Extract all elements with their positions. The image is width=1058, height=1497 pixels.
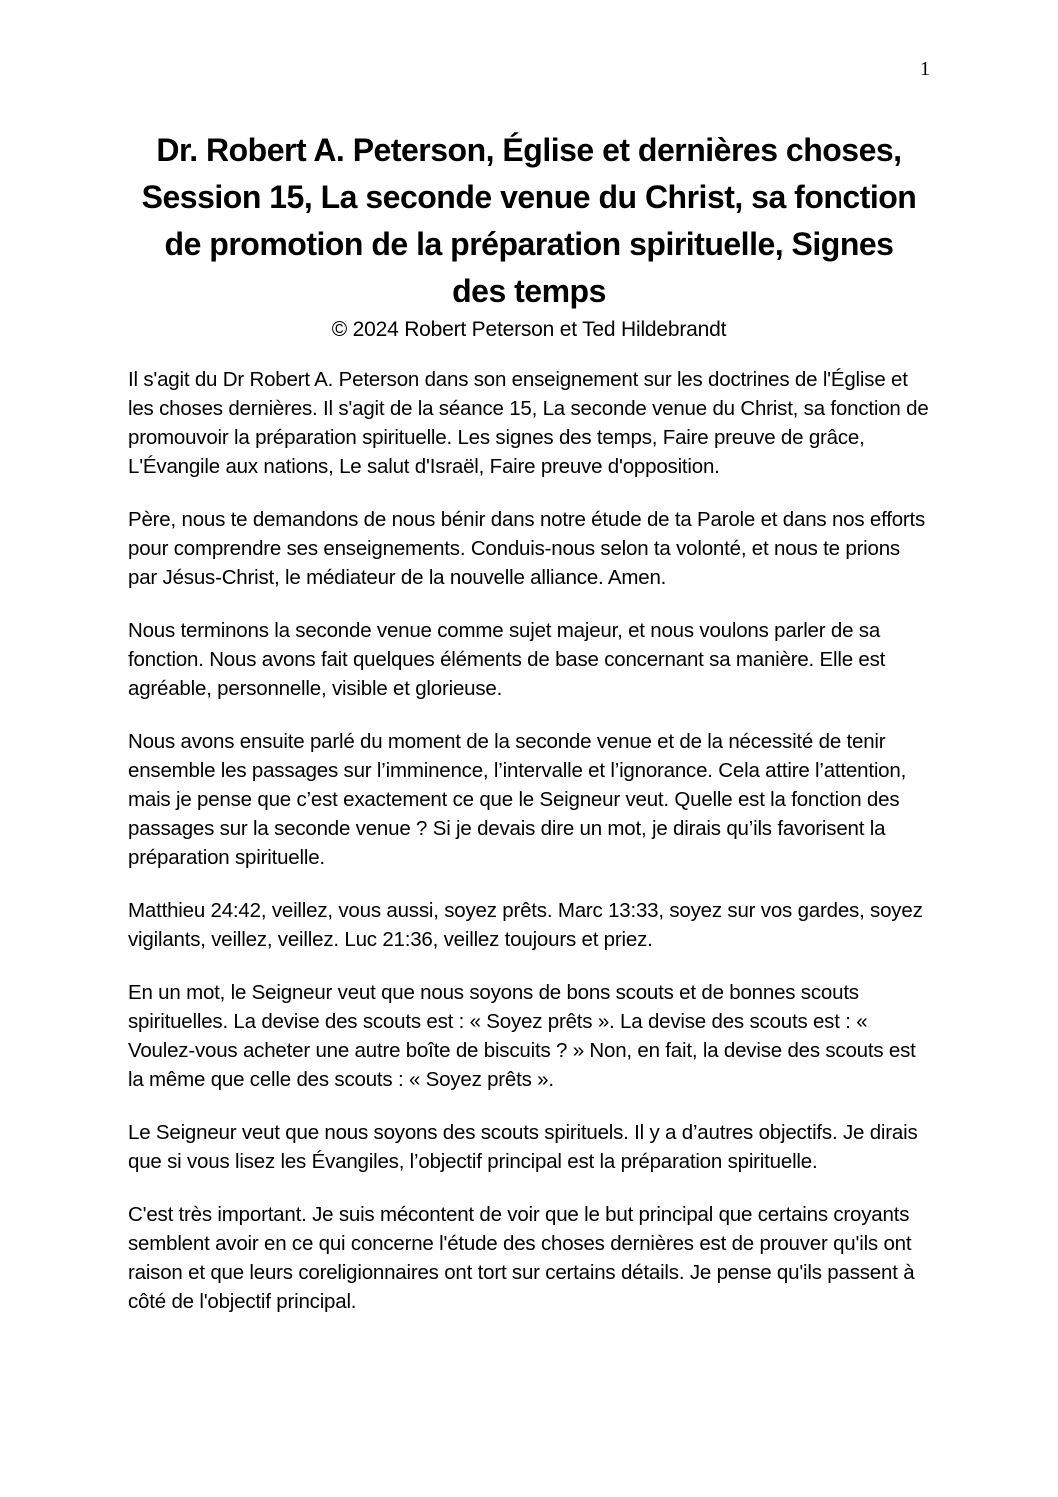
copyright-line: © 2024 Robert Peterson et Ted Hildebrandt	[331, 318, 727, 341]
title-line-2: Session 15, La seconde venue du Christ, sa fonction	[141, 179, 917, 215]
page-number: 1	[920, 58, 930, 80]
paragraph-1: Il s'agit du Dr Robert A. Peterson dans son enseignement sur les doctrines de l'Église et les choses dernières. Il s'agit de la séance 15, La seconde venue du Christ, sa fonction de promouvoir la préparation spirituelle. Les signes des temps, Faire preuve de grâce, L'Évangile aux nations, Le salut d'Israël, Faire preuve d'opposition.	[128, 368, 929, 478]
title-line-1: Dr. Robert A. Peterson, Église et dernières choses,	[156, 132, 902, 168]
title-line-3: de promotion de la préparation spirituelle, Signes	[164, 226, 894, 262]
paragraph-8: C'est très important. Je suis mécontent de voir que le but principal que certains croyants semblent avoir en ce qui concerne l'étude des choses dernières est de prouver qu'ils ont raison et que leurs coreligionnaires ont tort sur certains détails. Je pense qu'ils passent à côté de l'objectif principal.	[128, 1203, 915, 1313]
paragraph-7: Le Seigneur veut que nous soyons des scouts spirituels. Il y a d’autres objectifs. Je dirais que si vous lisez les Évangiles, l’objectif principal est la préparation spirituelle.	[128, 1121, 918, 1173]
document-body	[128, 365, 930, 1316]
paragraph-2: Père, nous te demandons de nous bénir dans notre étude de ta Parole et dans nos efforts pour comprendre ses enseignements. Conduis-nous selon ta volonté, et nous te prions par Jésus-Christ, le médiateur de la nouvelle alliance. Amen.	[128, 508, 926, 589]
title-line-4: des temps	[452, 273, 606, 309]
paragraph-4: Nous avons ensuite parlé du moment de la seconde venue et de la nécessité de tenir ensemble les passages sur l’imminence, l’intervalle et l’ignorance. Cela attire l’attention, mais je pense que c’est exactement ce que le Seigneur veut. Quelle est la fonction des passages sur la seconde venue ? Si je devais dire un mot, je dirais qu’ils favorisent la préparation spirituelle.	[128, 730, 907, 869]
paragraph-3: Nous terminons la seconde venue comme sujet majeur, et nous voulons parler de sa fonction. Nous avons fait quelques éléments de base concernant sa manière. Elle est agréable, personnelle, visible et glorieuse.	[128, 619, 886, 700]
paragraph-5: Matthieu 24:42, veillez, vous aussi, soyez prêts. Marc 13:33, soyez sur vos gardes, soyez vigilants, veillez, veillez. Luc 21:36, veillez toujours et priez.	[128, 899, 923, 951]
paragraph-6: En un mot, le Seigneur veut que nous soyons de bons scouts et de bonnes scouts spirituelles. La devise des scouts est : « Soyez prêts ». La devise des scouts est : « Voulez-vous acheter une autre boîte de biscuits ? » Non, en fait, la devise des scouts est la même que celle des scouts : « Soyez prêts ».	[128, 981, 916, 1091]
document-title	[110, 127, 948, 315]
